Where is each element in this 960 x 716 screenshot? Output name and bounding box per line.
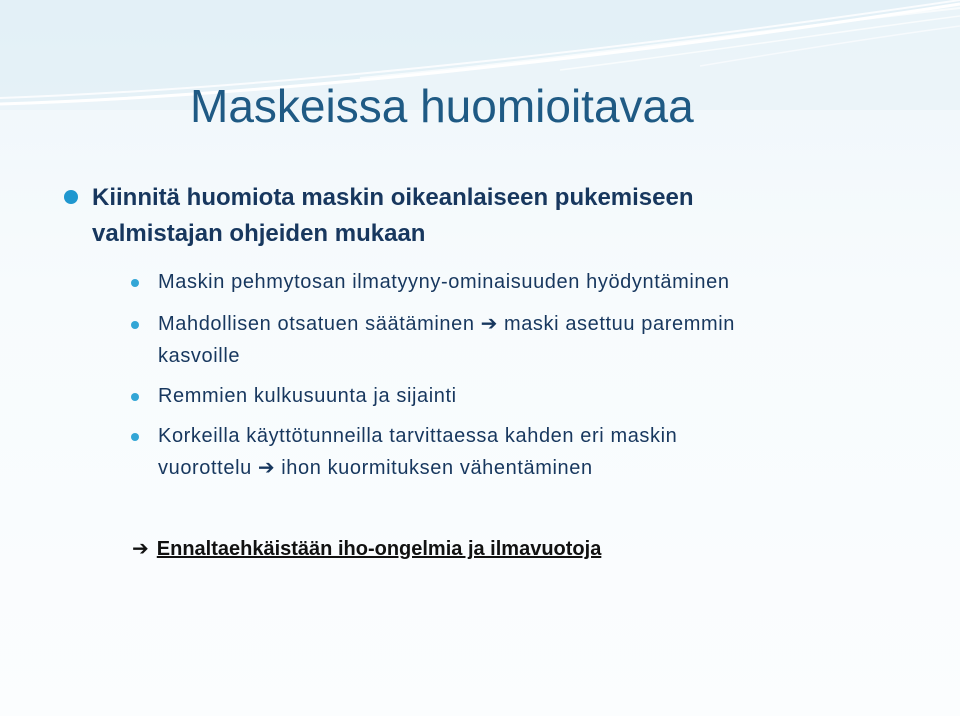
right-arrow-icon: ➔ — [480, 313, 498, 335]
bullet-main — [92, 180, 892, 252]
slide-title: Maskeissa huomioitavaa — [190, 80, 694, 132]
right-arrow-icon: ➔ — [257, 457, 276, 479]
sub-bullet-3-text: Remmien kulkusuunta ja sijainti — [158, 385, 457, 407]
sub-bullet-1-text: Maskin pehmytosan ilmatyyny-ominaisuuden hyödyntäminen — [158, 271, 730, 293]
sub-bullet-2-after: maski asettuu paremmin — [503, 313, 735, 335]
circle-bullet-icon — [131, 393, 139, 401]
bullet-main-line-2: valmistajan ohjeiden mukaan — [92, 220, 426, 247]
sub-bullet-2 — [158, 308, 878, 372]
right-arrow-icon: ➔ — [132, 538, 149, 560]
circle-bullet-icon — [131, 321, 139, 329]
sub-bullet-2-before: Mahdollisen otsatuen säätäminen — [158, 313, 475, 335]
circle-bullet-icon — [131, 279, 139, 287]
circle-bullet-icon — [131, 433, 139, 441]
conclusion-text: Ennaltaehkäistään iho-ongelmia ja ilmavuotoja — [156, 538, 602, 560]
sub-bullet-4-cont-after: ihon kuormituksen vähentäminen — [281, 457, 593, 479]
sub-bullet-2-cont: kasvoille — [158, 345, 241, 367]
sub-bullet-4 — [158, 420, 878, 484]
sub-bullet-1 — [158, 266, 878, 298]
sub-bullet-4-text: Korkeilla käyttötunneilla tarvittaessa kahden eri maskin — [158, 425, 678, 447]
conclusion — [132, 533, 601, 565]
sub-bullet-4-cont-before: vuorottelu — [158, 457, 252, 479]
sub-bullet-3 — [158, 380, 878, 412]
circle-bullet-icon — [64, 190, 78, 204]
bullet-main-line-1: Kiinnitä huomiota maskin oikeanlaiseen pukemiseen — [92, 184, 694, 211]
